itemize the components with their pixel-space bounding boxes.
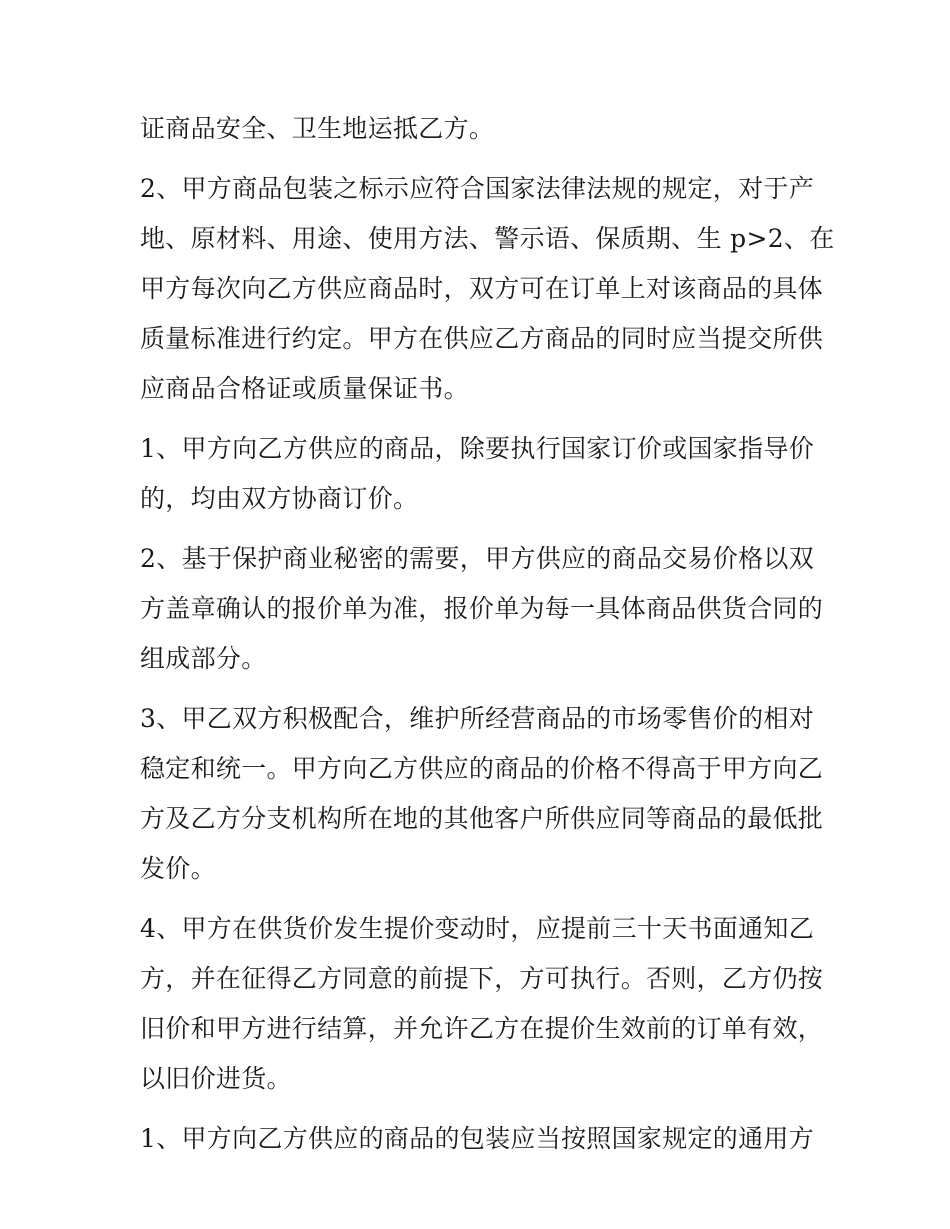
text-line: 方，并在征得乙方同意的前提下，方可执行。否则，乙方仍按 <box>140 964 824 993</box>
text-line: 旧价和甲方进行结算，并允许乙方在提价生效前的订单有效， <box>140 1014 824 1043</box>
text-line: 质量标准进行约定。甲方在供应乙方商品的同时应当提交所供 <box>140 324 824 353</box>
document-body <box>140 104 835 1164</box>
paragraph <box>140 1114 820 1164</box>
paragraph <box>140 104 820 154</box>
text-line: 3、甲乙双方积极配合，维护所经营商品的市场零售价的相对 <box>140 704 815 733</box>
text-line: 地、原材料、用途、使用方法、警示语、保质期、生 p>2、在 <box>140 224 835 253</box>
text-line: 方及乙方分支机构所在地的其他客户所供应同等商品的最低批 <box>140 804 824 833</box>
text-line: 甲方每次向乙方供应商品时，双方可在订单上对该商品的具体 <box>140 274 824 303</box>
text-line: 发价。 <box>140 854 216 883</box>
text-line: 4、甲方在供货价发生提价变动时，应提前三十天书面通知乙 <box>140 914 815 943</box>
paragraph <box>140 694 824 894</box>
text-line: 2、基于保护商业秘密的需要，甲方供应的商品交易价格以双 <box>140 544 815 573</box>
text-line: 应商品合格证或质量保证书。 <box>140 374 469 403</box>
text-line: 证商品安全、卫生地运抵乙方。 <box>140 114 495 143</box>
paragraph <box>140 904 824 1104</box>
paragraph <box>140 424 820 524</box>
text-line: 以旧价进货。 <box>140 1064 292 1093</box>
text-line: 1、甲方向乙方供应的商品的包装应当按照国家规定的通用方 <box>140 1124 815 1153</box>
text-line: 组成部分。 <box>140 644 267 673</box>
paragraph <box>140 534 824 684</box>
text-line: 的，均由双方协商订价。 <box>140 484 419 513</box>
text-line: 2、甲方商品包装之标示应符合国家法律法规的规定，对于产 <box>140 174 815 203</box>
text-line: 1、甲方向乙方供应的商品，除要执行国家订价或国家指导价 <box>140 434 815 463</box>
text-line: 稳定和统一。甲方向乙方供应的商品的价格不得高于甲方向乙 <box>140 754 824 783</box>
text-line: 方盖章确认的报价单为准，报价单为每一具体商品供货合同的 <box>140 594 824 623</box>
paragraph <box>140 164 835 414</box>
